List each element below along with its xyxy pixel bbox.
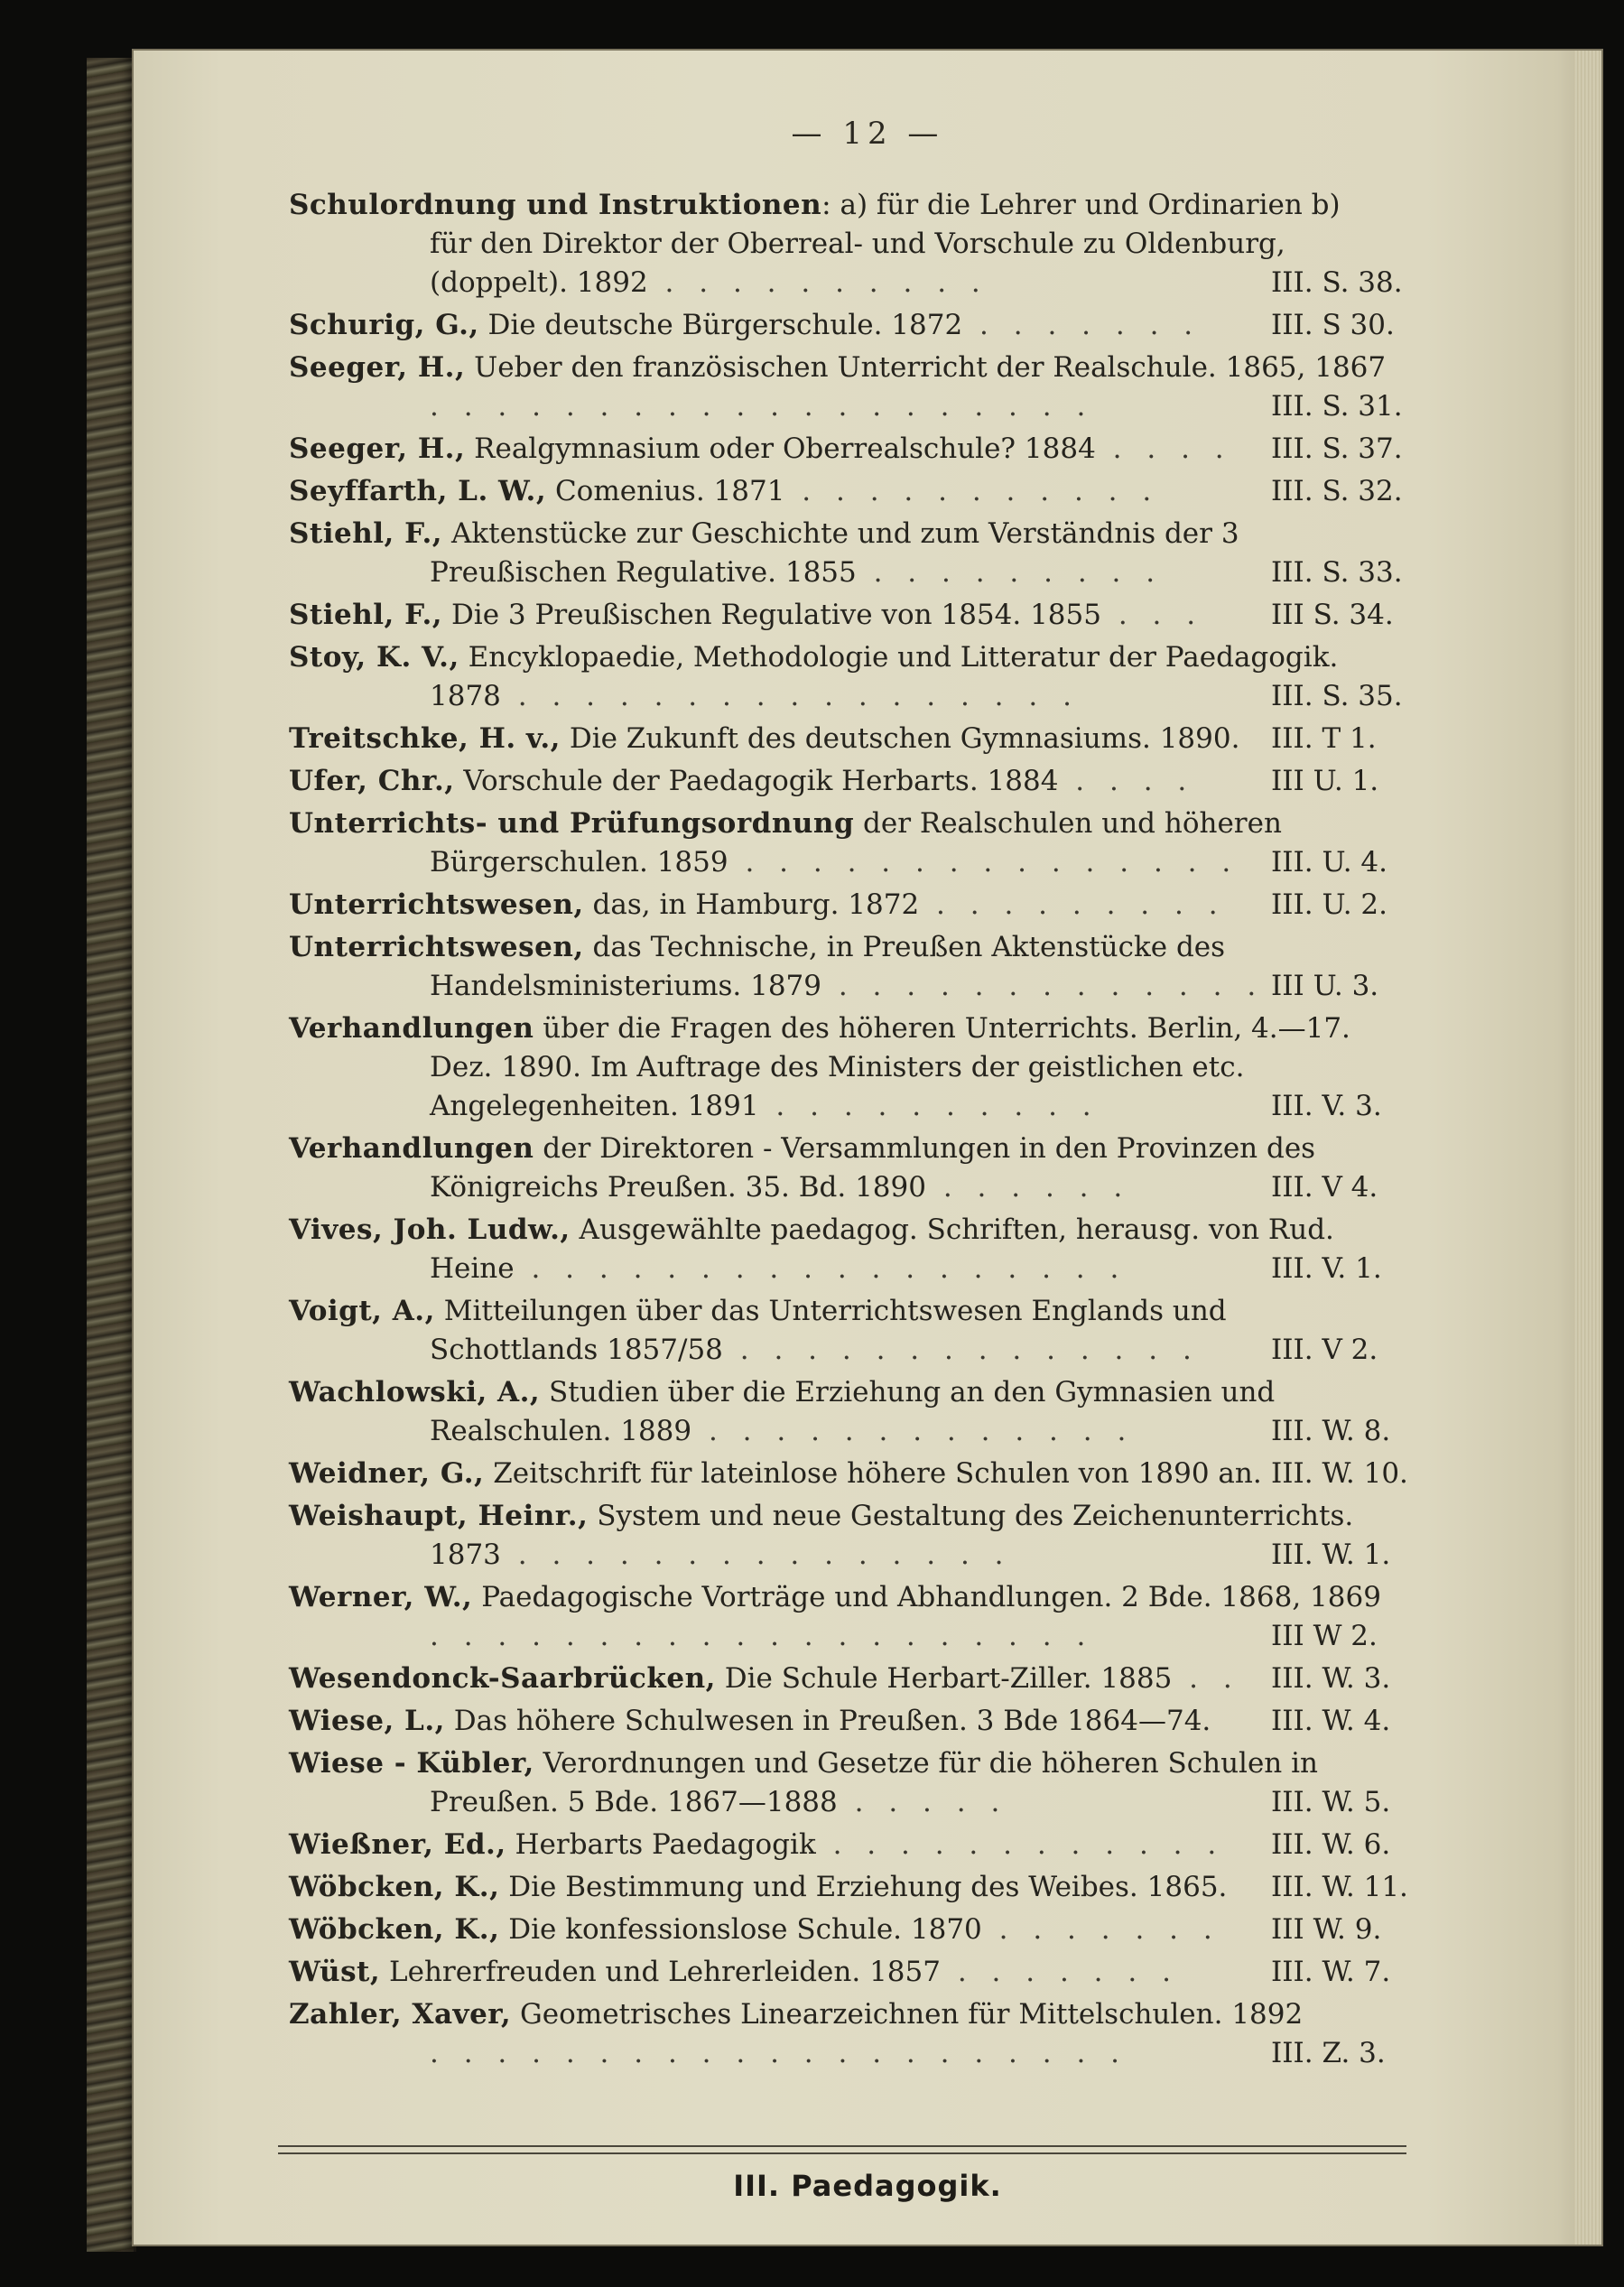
list-item bbox=[289, 638, 1426, 716]
footer-rule-top bbox=[278, 2145, 1406, 2147]
entry-author: Ufer, Chr., bbox=[289, 765, 455, 797]
entry-title: Verordnungen und Gesetze für die höheren Schulen in Preußen. 5 Bde. 1867—1888 bbox=[430, 1747, 1319, 1818]
entry-leader-dots: . . . . . . . . . . . . . . . bbox=[500, 1539, 1012, 1571]
list-item bbox=[289, 1826, 1426, 1864]
entry-shelfmark: III. S 30. bbox=[1271, 309, 1395, 341]
entry-shelfmark: III W 2. bbox=[1271, 1620, 1378, 1652]
list-item bbox=[289, 1455, 1426, 1493]
entry-leader-dots: . . . . . . . . . . . . bbox=[815, 1828, 1225, 1861]
entry-author: Seeger, H., bbox=[289, 351, 466, 384]
list-item bbox=[289, 515, 1426, 592]
entry-shelfmark: III. S. 35. bbox=[1271, 680, 1403, 712]
entry-leader-dots: . . . . . . . bbox=[940, 1956, 1179, 1988]
entry-author: Weishaupt, Heinr., bbox=[289, 1500, 589, 1532]
entry-title: Vorschule der Paedagogik Herbarts. 1884 bbox=[454, 765, 1059, 797]
entry-leader-dots: . . . . . . . bbox=[981, 1913, 1220, 1946]
entry-text bbox=[289, 596, 1387, 635]
entry-shelfmark: III. S. 33. bbox=[1271, 556, 1403, 589]
entry-shelfmark: III. W. 11. bbox=[1271, 1871, 1408, 1903]
entry-leader-dots: . . . . . . . . . . . . . . . . . bbox=[500, 680, 1080, 712]
entry-leader-dots: . . . . . . . bbox=[962, 309, 1202, 341]
entry-text bbox=[289, 515, 1387, 592]
entry-leader-dots: . . . . . . . . . . . . . . . . . . . . bbox=[430, 390, 1094, 423]
entry-author: Wöbcken, K., bbox=[289, 1913, 500, 1946]
entry-author: Stiehl, F., bbox=[289, 517, 443, 550]
entry-author: Schulordnung und Instruktionen bbox=[289, 189, 822, 221]
entry-text bbox=[289, 186, 1387, 302]
entry-shelfmark: III U. 3. bbox=[1271, 970, 1379, 1002]
entry-title: Studien über die Erziehung an den Gymnasien und Realschulen. 1889 bbox=[430, 1376, 1276, 1447]
entry-text bbox=[289, 1659, 1387, 1698]
entry-author: Wüst, bbox=[289, 1956, 381, 1988]
list-item bbox=[289, 1744, 1426, 1822]
entry-text bbox=[289, 762, 1387, 801]
entry-author: Stiehl, F., bbox=[289, 599, 443, 631]
list-item bbox=[289, 1910, 1426, 1949]
entry-title: : a) für die Lehrer und Ordinarien b) für den Direktor der Oberreal- und Vorschule zu Oldenburg, (doppelt). 1892 bbox=[430, 189, 1341, 299]
entry-title: Comenius. 1871 bbox=[546, 475, 785, 507]
entry-leader-dots: . . . . . bbox=[837, 1786, 1008, 1818]
entry-leader-dots: . . . . bbox=[1095, 432, 1232, 465]
entry-author: Verhandlungen bbox=[289, 1012, 534, 1045]
entry-text bbox=[289, 1868, 1387, 1907]
entry-shelfmark: III. W. 5. bbox=[1271, 1786, 1391, 1818]
entry-leader-dots: . . . . bbox=[1058, 765, 1195, 797]
entry-title: der Direktoren - Versammlungen in den Provinzen des Königreichs Preußen. 35. Bd. 1890 bbox=[430, 1132, 1316, 1204]
list-item bbox=[289, 1953, 1426, 1992]
entry-shelfmark: III. V 2. bbox=[1271, 1334, 1378, 1366]
entry-leader-dots: . . . . . . . . . . . . . . . bbox=[728, 846, 1239, 879]
entry-shelfmark: III. W. 3. bbox=[1271, 1662, 1391, 1695]
list-item bbox=[289, 596, 1426, 635]
entry-leader-dots: . . . . . . . . . . . . . bbox=[821, 970, 1265, 1002]
entry-text bbox=[289, 1953, 1387, 1992]
entry-text bbox=[289, 306, 1387, 345]
entry-shelfmark: III. V 4. bbox=[1271, 1171, 1378, 1204]
entry-author: Wiese, L., bbox=[289, 1705, 445, 1737]
list-item bbox=[289, 1868, 1426, 1907]
entry-shelfmark: III. Z. 3. bbox=[1271, 2037, 1386, 2069]
entry-author: Zahler, Xaver, bbox=[289, 1998, 512, 2031]
list-item bbox=[289, 1995, 1426, 2073]
entry-author: Treitschke, H. v., bbox=[289, 722, 561, 755]
list-item bbox=[289, 1130, 1426, 1207]
entry-title: Die 3 Preußischen Regulative von 1854. 1855 bbox=[442, 599, 1101, 631]
entry-text bbox=[289, 1373, 1387, 1451]
entry-title: Geometrisches Linearzeichnen für Mittelschulen. 1892 bbox=[511, 1998, 1304, 2031]
entry-author: Wießner, Ed., bbox=[289, 1828, 506, 1861]
entry-author: Voigt, A., bbox=[289, 1295, 435, 1327]
entry-shelfmark: III. S. 38. bbox=[1271, 266, 1403, 299]
bibliography-list bbox=[289, 186, 1426, 2077]
entry-title: Aktenstücke zur Geschichte und zum Verständnis der 3 Preußischen Regulative. 1855 bbox=[430, 517, 1239, 589]
page-number: — 12 — bbox=[791, 116, 944, 152]
entry-shelfmark: III W. 9. bbox=[1271, 1913, 1382, 1946]
list-item bbox=[289, 804, 1426, 882]
entry-title: Herbarts Paedagogik bbox=[506, 1828, 816, 1861]
entry-shelfmark: III. S. 37. bbox=[1271, 432, 1403, 465]
list-item bbox=[289, 1497, 1426, 1575]
entry-shelfmark: III. W. 10. bbox=[1271, 1457, 1408, 1490]
entry-title: Encyklopaedie, Methodologie und Litteratur der Paedagogik. 1878 bbox=[430, 641, 1339, 712]
entry-shelfmark: III. W. 1. bbox=[1271, 1539, 1391, 1571]
entry-leader-dots: . . . . . . . . . . . . . . bbox=[722, 1334, 1200, 1366]
entry-shelfmark: III U. 1. bbox=[1271, 765, 1379, 797]
entry-author: Wiese - Kübler, bbox=[289, 1747, 534, 1780]
entry-title: Die deutsche Bürgerschule. 1872 bbox=[478, 309, 963, 341]
entry-title: Mitteilungen über das Unterrichtswesen Englands und Schottlands 1857/58 bbox=[430, 1295, 1227, 1366]
entry-leader-dots: . . . . . . . . . . . bbox=[784, 475, 1160, 507]
entry-text bbox=[289, 472, 1387, 511]
entry-leader-dots: . . . . . . bbox=[925, 1171, 1131, 1204]
entry-text bbox=[289, 1826, 1387, 1864]
list-item bbox=[289, 1702, 1426, 1741]
entry-title: System und neue Gestaltung des Zeichenunterrichts. 1873 bbox=[430, 1500, 1354, 1571]
entry-text bbox=[289, 886, 1387, 925]
entry-shelfmark: III. V. 3. bbox=[1271, 1090, 1382, 1122]
entry-text bbox=[289, 1009, 1387, 1126]
entry-shelfmark: III. W. 4. bbox=[1271, 1705, 1391, 1737]
list-item bbox=[289, 1292, 1426, 1370]
entry-shelfmark: III. S. 32. bbox=[1271, 475, 1403, 507]
list-item bbox=[289, 306, 1426, 345]
entry-text bbox=[289, 638, 1387, 716]
list-item bbox=[289, 1373, 1426, 1451]
entry-leader-dots: . . . . . . . . . . bbox=[647, 266, 988, 299]
entry-leader-dots: . . bbox=[1172, 1662, 1240, 1695]
entry-title: Das höhere Schulwesen in Preußen. 3 Bde 1864—74. bbox=[444, 1705, 1211, 1737]
entry-shelfmark: III. T 1. bbox=[1271, 722, 1377, 755]
entry-author: Unterrichtswesen, bbox=[289, 888, 584, 921]
entry-text bbox=[289, 1130, 1387, 1207]
entry-title: Die Bestimmung und Erziehung des Weibes. 1865. bbox=[499, 1871, 1228, 1903]
entry-title: Zeitschrift für lateinlose höhere Schulen von 1890 an. bbox=[484, 1457, 1262, 1490]
book-spine bbox=[87, 58, 136, 2252]
page-sheet bbox=[134, 51, 1601, 2245]
entry-author: Seeger, H., bbox=[289, 432, 466, 465]
entry-title: Ausgewählte paedagog. Schriften, herausg. von Rud. Heine bbox=[430, 1213, 1334, 1285]
entry-leader-dots: . . . . . . . . . bbox=[856, 556, 1164, 589]
entry-title: Lehrerfreuden und Lehrerleiden. 1857 bbox=[380, 1956, 941, 1988]
entry-author: Wachlowski, A., bbox=[289, 1376, 541, 1408]
entry-shelfmark: III S. 34. bbox=[1271, 599, 1394, 631]
entry-leader-dots: . . . . . . . . . . bbox=[758, 1090, 1100, 1122]
entry-author: Vives, Joh. Ludw., bbox=[289, 1213, 571, 1246]
entry-shelfmark: III. U. 2. bbox=[1271, 888, 1388, 921]
entry-author: Stoy, K. V., bbox=[289, 641, 459, 674]
list-item bbox=[289, 928, 1426, 1006]
list-item bbox=[289, 720, 1426, 758]
entry-title: Die konfessionslose Schule. 1870 bbox=[499, 1913, 982, 1946]
entry-text bbox=[289, 430, 1387, 469]
entry-author: Werner, W., bbox=[289, 1581, 473, 1613]
page-edge bbox=[1574, 51, 1601, 2245]
list-item bbox=[289, 472, 1426, 511]
entry-leader-dots: . . . . . . . . . . . . . bbox=[691, 1415, 1135, 1447]
entry-text bbox=[289, 1292, 1387, 1370]
entry-leader-dots: . . . . . . . . . . . . . . . . . . . . bbox=[430, 1620, 1094, 1652]
entry-leader-dots: . . . bbox=[1100, 599, 1204, 631]
entry-author: Weidner, G., bbox=[289, 1457, 485, 1490]
entry-title: das, in Hamburg. 1872 bbox=[583, 888, 920, 921]
entry-author: Seyffarth, L. W., bbox=[289, 475, 547, 507]
entry-shelfmark: III. V. 1. bbox=[1271, 1252, 1382, 1285]
entry-title: Paedagogische Vorträge und Abhandlungen. 2 Bde. 1868, 1869 bbox=[472, 1581, 1381, 1613]
entry-author: Verhandlungen bbox=[289, 1132, 534, 1165]
list-item bbox=[289, 349, 1426, 426]
list-item bbox=[289, 430, 1426, 469]
entry-text bbox=[289, 1578, 1387, 1656]
entry-shelfmark: III. W. 8. bbox=[1271, 1415, 1391, 1447]
entry-text bbox=[289, 1744, 1387, 1822]
entry-text bbox=[289, 1702, 1387, 1741]
list-item bbox=[289, 1659, 1426, 1698]
entry-leader-dots: . . . . . . . . . . . . . . . . . . bbox=[514, 1252, 1128, 1285]
list-item bbox=[289, 886, 1426, 925]
entry-title: Die Zukunft des deutschen Gymnasiums. 1890. bbox=[560, 722, 1240, 755]
entry-text bbox=[289, 928, 1387, 1006]
entry-text bbox=[289, 349, 1387, 426]
list-item bbox=[289, 186, 1426, 302]
entry-text bbox=[289, 1995, 1387, 2073]
entry-author: Unterrichts- und Prüfungsordnung bbox=[289, 807, 855, 840]
entry-text bbox=[289, 1910, 1387, 1949]
entry-text bbox=[289, 1497, 1387, 1575]
entry-title: der Realschulen und höheren Bürgerschulen. 1859 bbox=[430, 807, 1282, 879]
footer-rule-bottom bbox=[278, 2152, 1406, 2154]
entry-title: Die Schule Herbart-Ziller. 1885 bbox=[715, 1662, 1173, 1695]
entry-shelfmark: III. W. 7. bbox=[1271, 1956, 1391, 1988]
entry-author: Wöbcken, K., bbox=[289, 1871, 500, 1903]
entry-title: über die Fragen des höheren Unterrichts. Berlin, 4.—17. Dez. 1890. Im Auftrage des Ministers der geistlichen etc. Angelegenheiten. 1891 bbox=[430, 1012, 1350, 1122]
entry-author: Unterrichtswesen, bbox=[289, 931, 584, 963]
entry-text bbox=[289, 1455, 1387, 1493]
entry-author: Schurig, G., bbox=[289, 309, 479, 341]
list-item bbox=[289, 1009, 1426, 1126]
entry-shelfmark: III. S. 31. bbox=[1271, 390, 1403, 423]
entry-text bbox=[289, 1211, 1387, 1288]
list-item bbox=[289, 1211, 1426, 1288]
entry-title: Realgymnasium oder Oberrealschule? 1884 bbox=[465, 432, 1096, 465]
entry-text bbox=[289, 804, 1387, 882]
list-item bbox=[289, 1578, 1426, 1656]
list-item bbox=[289, 762, 1426, 801]
entry-title: Ueber den französischen Unterricht der Realschule. 1865, 1867 bbox=[465, 351, 1387, 384]
entry-title: das Technische, in Preußen Aktenstücke des Handelsministeriums. 1879 bbox=[430, 931, 1226, 1002]
section-footer: III. Paedagogik. bbox=[733, 2169, 1002, 2203]
entry-text bbox=[289, 720, 1387, 758]
entry-shelfmark: III. U. 4. bbox=[1271, 846, 1388, 879]
entry-shelfmark: III. W. 6. bbox=[1271, 1828, 1391, 1861]
entry-author: Wesendonck-Saarbrücken, bbox=[289, 1662, 716, 1695]
entry-leader-dots: . . . . . . . . . bbox=[919, 888, 1226, 921]
entry-leader-dots: . . . . . . . . . . . . . . . . . . . . . bbox=[430, 2037, 1128, 2069]
